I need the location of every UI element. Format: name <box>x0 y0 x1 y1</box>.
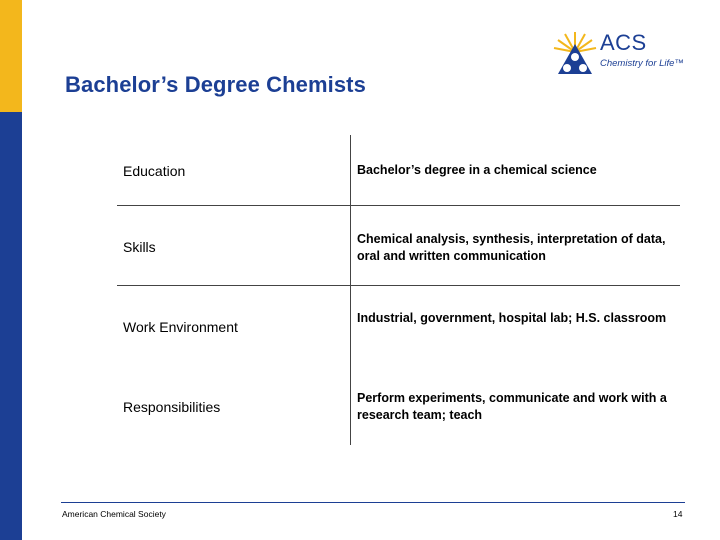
row-label: Skills <box>123 239 156 255</box>
left-accent-bar-yellow <box>0 0 22 112</box>
table-row <box>117 205 680 275</box>
table-row <box>117 365 680 435</box>
row-label: Responsibilities <box>123 399 221 415</box>
page-number: 14 <box>673 509 683 519</box>
left-accent-bar-blue <box>0 112 22 540</box>
row-value: Bachelor’s degree in a chemical science <box>357 163 597 177</box>
footer-divider <box>61 502 685 503</box>
row-label: Work Environment <box>123 319 238 335</box>
row-value: Chemical analysis, synthesis, interpretation of data, oral and written communication <box>357 232 666 263</box>
footer-organization: American Chemical Society <box>62 509 166 519</box>
table-row <box>117 135 680 205</box>
row-value: Industrial, government, hospital lab; H.S. classroom <box>357 311 667 325</box>
info-table <box>117 135 680 445</box>
row-value: Perform experiments, communicate and work with a research team; teach <box>357 391 667 422</box>
acs-emblem-icon <box>552 30 598 80</box>
logo-wordmark: ACS <box>600 30 647 55</box>
logo-tagline: Chemistry for Life™ <box>600 58 684 69</box>
table-row <box>117 285 680 355</box>
slide-title: Bachelor’s Degree Chemists <box>65 72 366 97</box>
acs-logo <box>552 30 682 80</box>
row-label: Education <box>123 163 186 179</box>
